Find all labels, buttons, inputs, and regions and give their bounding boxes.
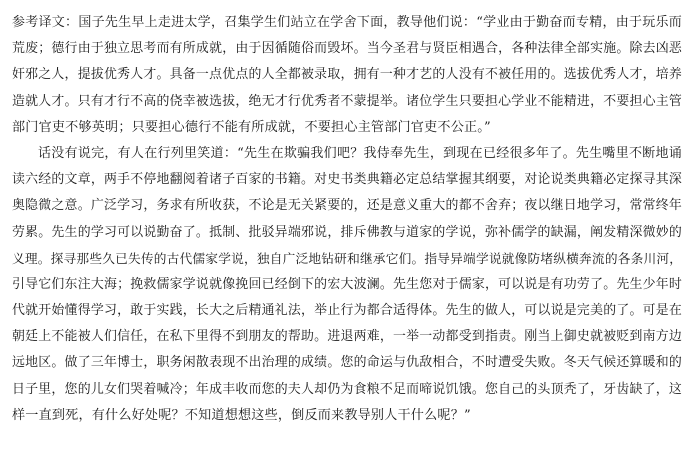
text-line: 读六经的文章，两手不停地翻阅着诸子百家的书籍。对史书类典籍必定总结掌握其纲要，对论说类典籍必定探寻其深 (12, 172, 682, 188)
text-line: 劳累。先生的学习可以说勤奋了。抵制、批驳异端邪说，排斥佛教与道家的学说，弥补儒学的缺漏，阐发精深微妙的 (12, 224, 682, 240)
text-line: 话没有说完，有人在行列里笑道：“先生在欺骗我们吧？我侍奉先生，到现在已经很多年了。先生嘴里不断地诵 (38, 145, 682, 161)
text-line: 日子里，您的儿女们哭着喊冷；年成丰收而您的夫人却仍为食粮不足而啼说饥饿。您自己的头顶秃了，牙齿缺了，这 (12, 381, 682, 397)
text-line: 造就人才。只有才行不高的侥幸被选拔，绝无才行优秀者不蒙提举。诸位学生只要担心学业不能精进，不要担心主管 (12, 93, 682, 109)
text-line: 远地区。做了三年博士，职务闲散表现不出治理的成绩。您的命运与仇敌相合，不时遭受失败。冬天气候还算暖和的 (12, 355, 682, 371)
text-line: 代就开始懂得学习，敢于实践，长大之后精通礼法，举止行为都合适得体。先生的做人，可以说是完美的了。可是在 (12, 303, 682, 319)
text-line: 奥隐微之意。广泛学习，务求有所收获，不论是无关紧要的，还是意义重大的都不舍弃；夜以继日地学习，常常终年 (12, 198, 682, 214)
text-line: 参考译文：国子先生早上走进太学，召集学生们站立在学舍下面，教导他们说：“学业由于勤奋而专精，由于玩乐而 (12, 15, 682, 30)
paragraph-translation (12, 10, 682, 141)
text-line: 奸邪之人，提拔优秀人才。具备一点优点的人全都被录取，拥有一种才艺的人没有不被任用的。选拔优秀人才，培养 (12, 67, 682, 83)
text-line: 朝廷上不能被人们信任，在私下里得不到朋友的帮助。进退两难，一举一动都受到指责。刚当上御史就被贬到南方边 (12, 329, 682, 345)
text-line: 部门官吏不够英明；只要担心德行不能有所成就，不要担心主管部门官吏不公正。” (12, 119, 491, 135)
text-line: 义理。探寻那些久已失传的古代儒家学说，独自广泛地钻研和继承它们。指导异端学说就像防堵纵横奔流的各条川河， (12, 250, 682, 266)
text-line: 荒废；德行由于独立思考而有所成就，由于因循随俗而毁坏。当今圣君与贤臣相遇合，各种法律全部实施。除去凶恶 (12, 41, 682, 57)
paragraph-response (12, 141, 682, 429)
text-line: 样一直到死，有什么好处呢？不知道想想这些，倒反而来教导别人干什么呢？” (12, 407, 471, 423)
text-line: 引导它们东注大海；挽救儒家学说就像挽回已经倒下的宏大波澜。先生您对于儒家，可以说是有功劳了。先生少年时 (12, 276, 682, 292)
